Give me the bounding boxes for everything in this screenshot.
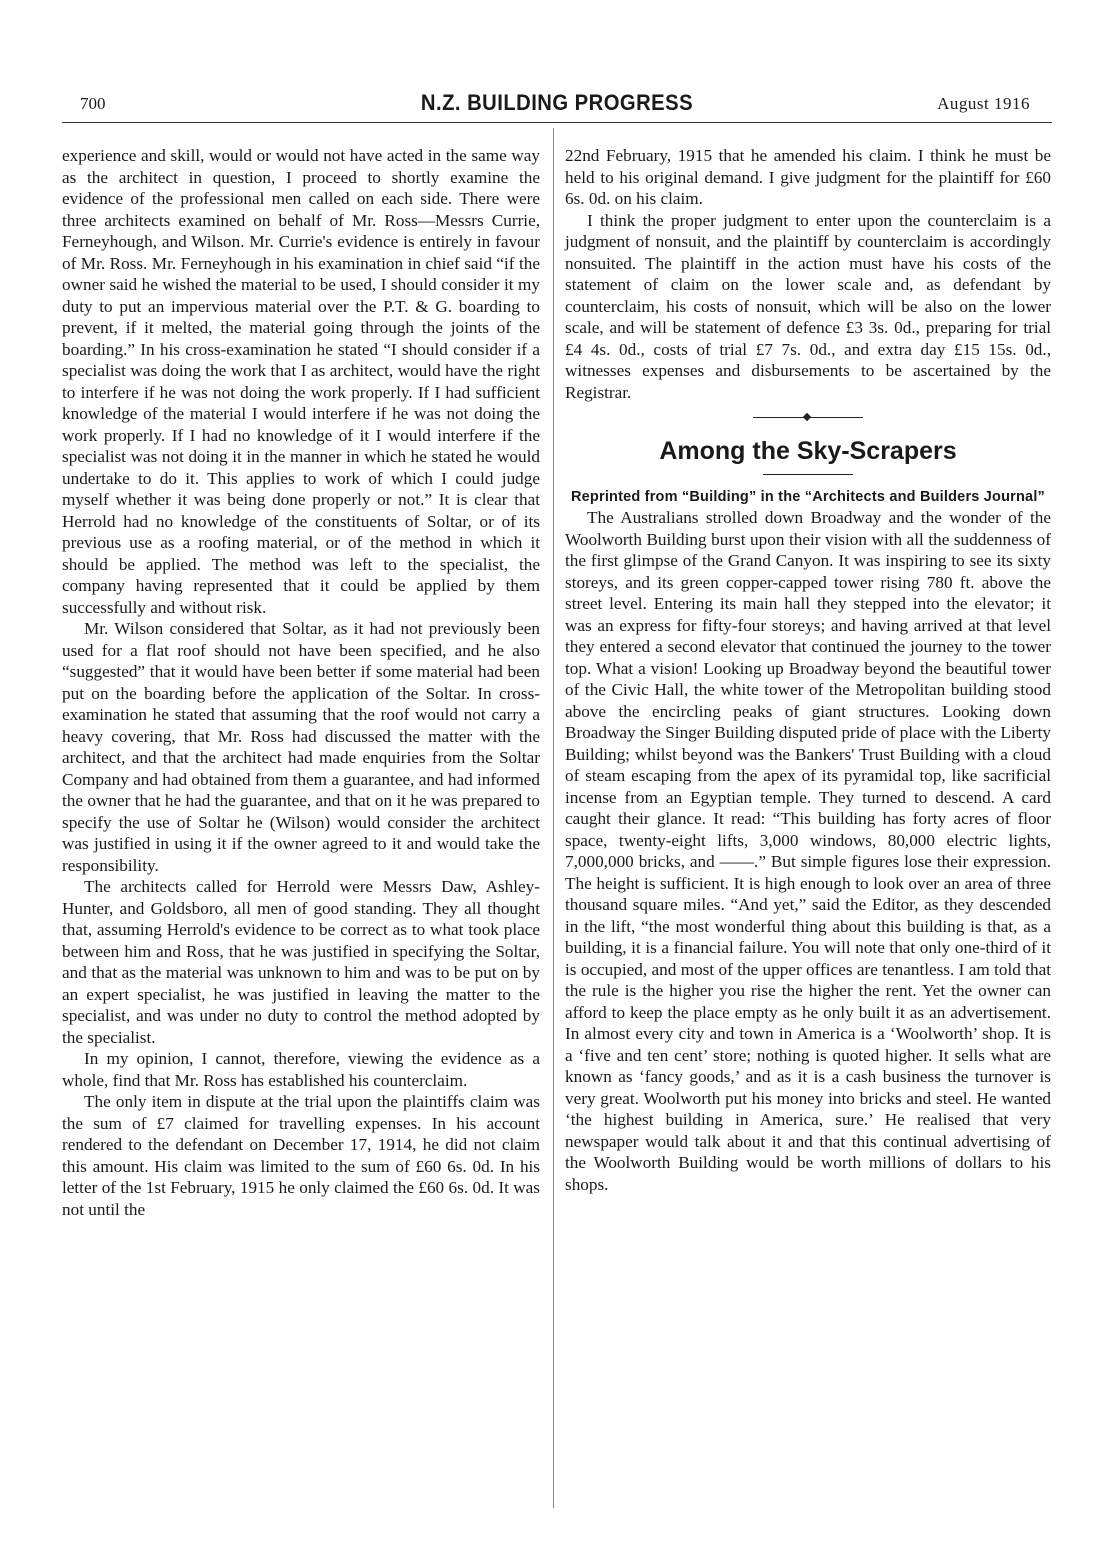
paragraph: In my opinion, I cannot, therefore, viewing the evidence as a whole, find that Mr. Ross has established his counterclaim.	[62, 1049, 540, 1090]
article-title: Among the Sky-Scrapers	[659, 437, 957, 465]
page-number: 700	[80, 94, 106, 113]
right-column	[565, 145, 1051, 1195]
paragraph: I think the proper judgment to enter upon the counterclaim is a judgment of nonsuit, and the plaintiff by counterclaim is accordingly nonsuited. The plaintiff in the action must have his costs of the statement of claim on the lower scale and, as defendant by counterclaim, his costs of nonsuit, which will be also on the lower scale, and will be statement of defence £3 3s. 0d., preparing for trial £4 4s. 0d., costs of trial £7 7s. 0d., and extra day £15 15s. 0d., witnesses expenses and disbursements to be ascertained by the Registrar.	[565, 210, 1051, 402]
article-subtitle: Reprinted from “Building” in the “Architects and Builders Journal”	[570, 489, 1046, 505]
paragraph: The architects called for Herrold were Messrs Daw, Ashley-Hunter, and Goldsboro, all men of good standing. They all thought that, assuming Herrold's evidence to be correct as to what took place between him and Ross, that he was justified in specifying the Soltar, and that as the material was unknown to him and was to be put on by an expert specialist, he was justified in leaving the matter to the specialist, and was under no duty to control the method adopted by the specialist.	[62, 877, 540, 1047]
section-divider	[753, 417, 863, 418]
paragraph: experience and skill, would or would not have acted in the same way as the architect in question, I proceed to shortly examine the evidence of the professional men called on each side. There were three architects examined on behalf of Mr. Ross—Messrs Currie, Ferneyhough, and Wilson. Mr. Currie's evidence is entirely in favour of Mr. Ross. Mr. Ferneyhough in his examination in chief said “if the owner said he wished the material to be used, I should consider it my duty to put an impervious material over the P.T. & G. boarding to prevent, if it melted, the material going through the joints of the boarding.” In his cross-examination he stated “I should consider if a specialist was doing the work that I as architect, would have the right to interfere if he was not doing the work properly. If I had sufficient knowledge of the material I would interfere if he was not doing the work properly. If I had no knowledge of it I would interfere if the specialist was not doing it in the manner in which he stated he would undertake to do it. This applies to work of which I could judge myself whether it was being done properly or not.” It is clear that Herrold had no knowledge of the constituents of Soltar, or of its previous use as a roofing material, or of the method in which it should be applied. The method was left to the specialist, the company having represented that it could be applied by them successfully and without risk.	[62, 146, 540, 617]
header-rule	[62, 122, 1052, 123]
paragraph: The only item in dispute at the trial upon the plaintiffs claim was the sum of £7 claimed for travelling expenses. In his account rendered to the defendant on December 17, 1914, he did not claim this amount. His claim was limited to the sum of £60 6s. 0d. In his letter of the 1st February, 1915 he only claimed the £60 6s. 0d. It was not until the	[62, 1092, 540, 1219]
page-header	[62, 92, 1052, 126]
issue-date: August 1916	[937, 94, 1030, 113]
paragraph: 22nd February, 1915 that he amended his claim. I think he must be held to his original demand. I give judgment for the plaintiff for £60 6s. 0d. on his claim.	[565, 146, 1051, 208]
left-column	[62, 145, 540, 1220]
paragraph: Mr. Wilson considered that Soltar, as it had not previously been used for a flat roof should not have been specified, and he also “suggested” that it would have been better if some material had been put on the boarding before the application of the Soltar. In cross-examination he stated that assuming that the roof would not carry a heavy covering, that Mr. Ross had discussed the matter with the architect, and that the architect had made enquiries from the Soltar Company and had obtained from them a guarantee, and had informed the owner that he had the guarantee, and that on it he was prepared to specify the use of Soltar he (Wilson) would consider the architect was justified in using it if the owner agreed to it and would take the responsibility.	[62, 619, 540, 875]
journal-title: N.Z. BUILDING PROGRESS	[420, 90, 694, 115]
column-divider	[553, 128, 554, 1508]
title-underline	[763, 474, 853, 475]
article-body: The Australians strolled down Broadway and the wonder of the Woolworth Building burst upon their vision with all the suddenness of the first glimpse of the Grand Canyon. It was inspiring to see its sixty storeys, and its green copper-capped tower rising 780 ft. above the street level. Entering its main hall they stepped into the elevator; it was an express for fifty-four storeys; and having arrived at that level they entered a second elevator that continued the journey to the tower top. What a vision! Looking up Broadway beyond the beautiful tower of the Civic Hall, the white tower of the Metropolitan building stood above the encircling peaks of giant structures. Looking down Broadway the Singer Building disputed pride of place with the Liberty Building; whilst beyond was the Bankers' Trust Building with a cloud of steam escaping from the apex of its pyramidal top, like sacrificial incense from an Egyptian temple. They turned to descend. A card caught their glance. It read: “This building has forty acres of floor space, twenty-eight lifts, 3,000 windows, 80,000 electric lights, 7,000,000 bricks, and ——.” But simple figures lose their expression. The height is sufficient. It is high enough to look over an area of three thousand square miles. “And yet,” said the Editor, as they descended in the lift, “the most wonderful thing about this building is that, as a building, it is a financial failure. You will note that only one-third of it is occupied, and most of the upper offices are tenantless. I am told that the rule is the higher you rise the higher the rent. Yet the owner can afford to keep the place empty as he only built it as an advertisement. In almost every city and town in America is a ‘Woolworth’ shop. It is a ‘five and ten cent’ store; nothing is quoted higher. It sells what are known as ‘fancy goods,’ and as it is a cash business the turnover is very great. Woolworth put his money into bricks and steel. He wanted ‘the highest building in America, sure.’ He realised that very newspaper would talk about it and that this continual advertising of the Woolworth Building would be worth millions of dollars to his shops.	[565, 508, 1051, 1194]
